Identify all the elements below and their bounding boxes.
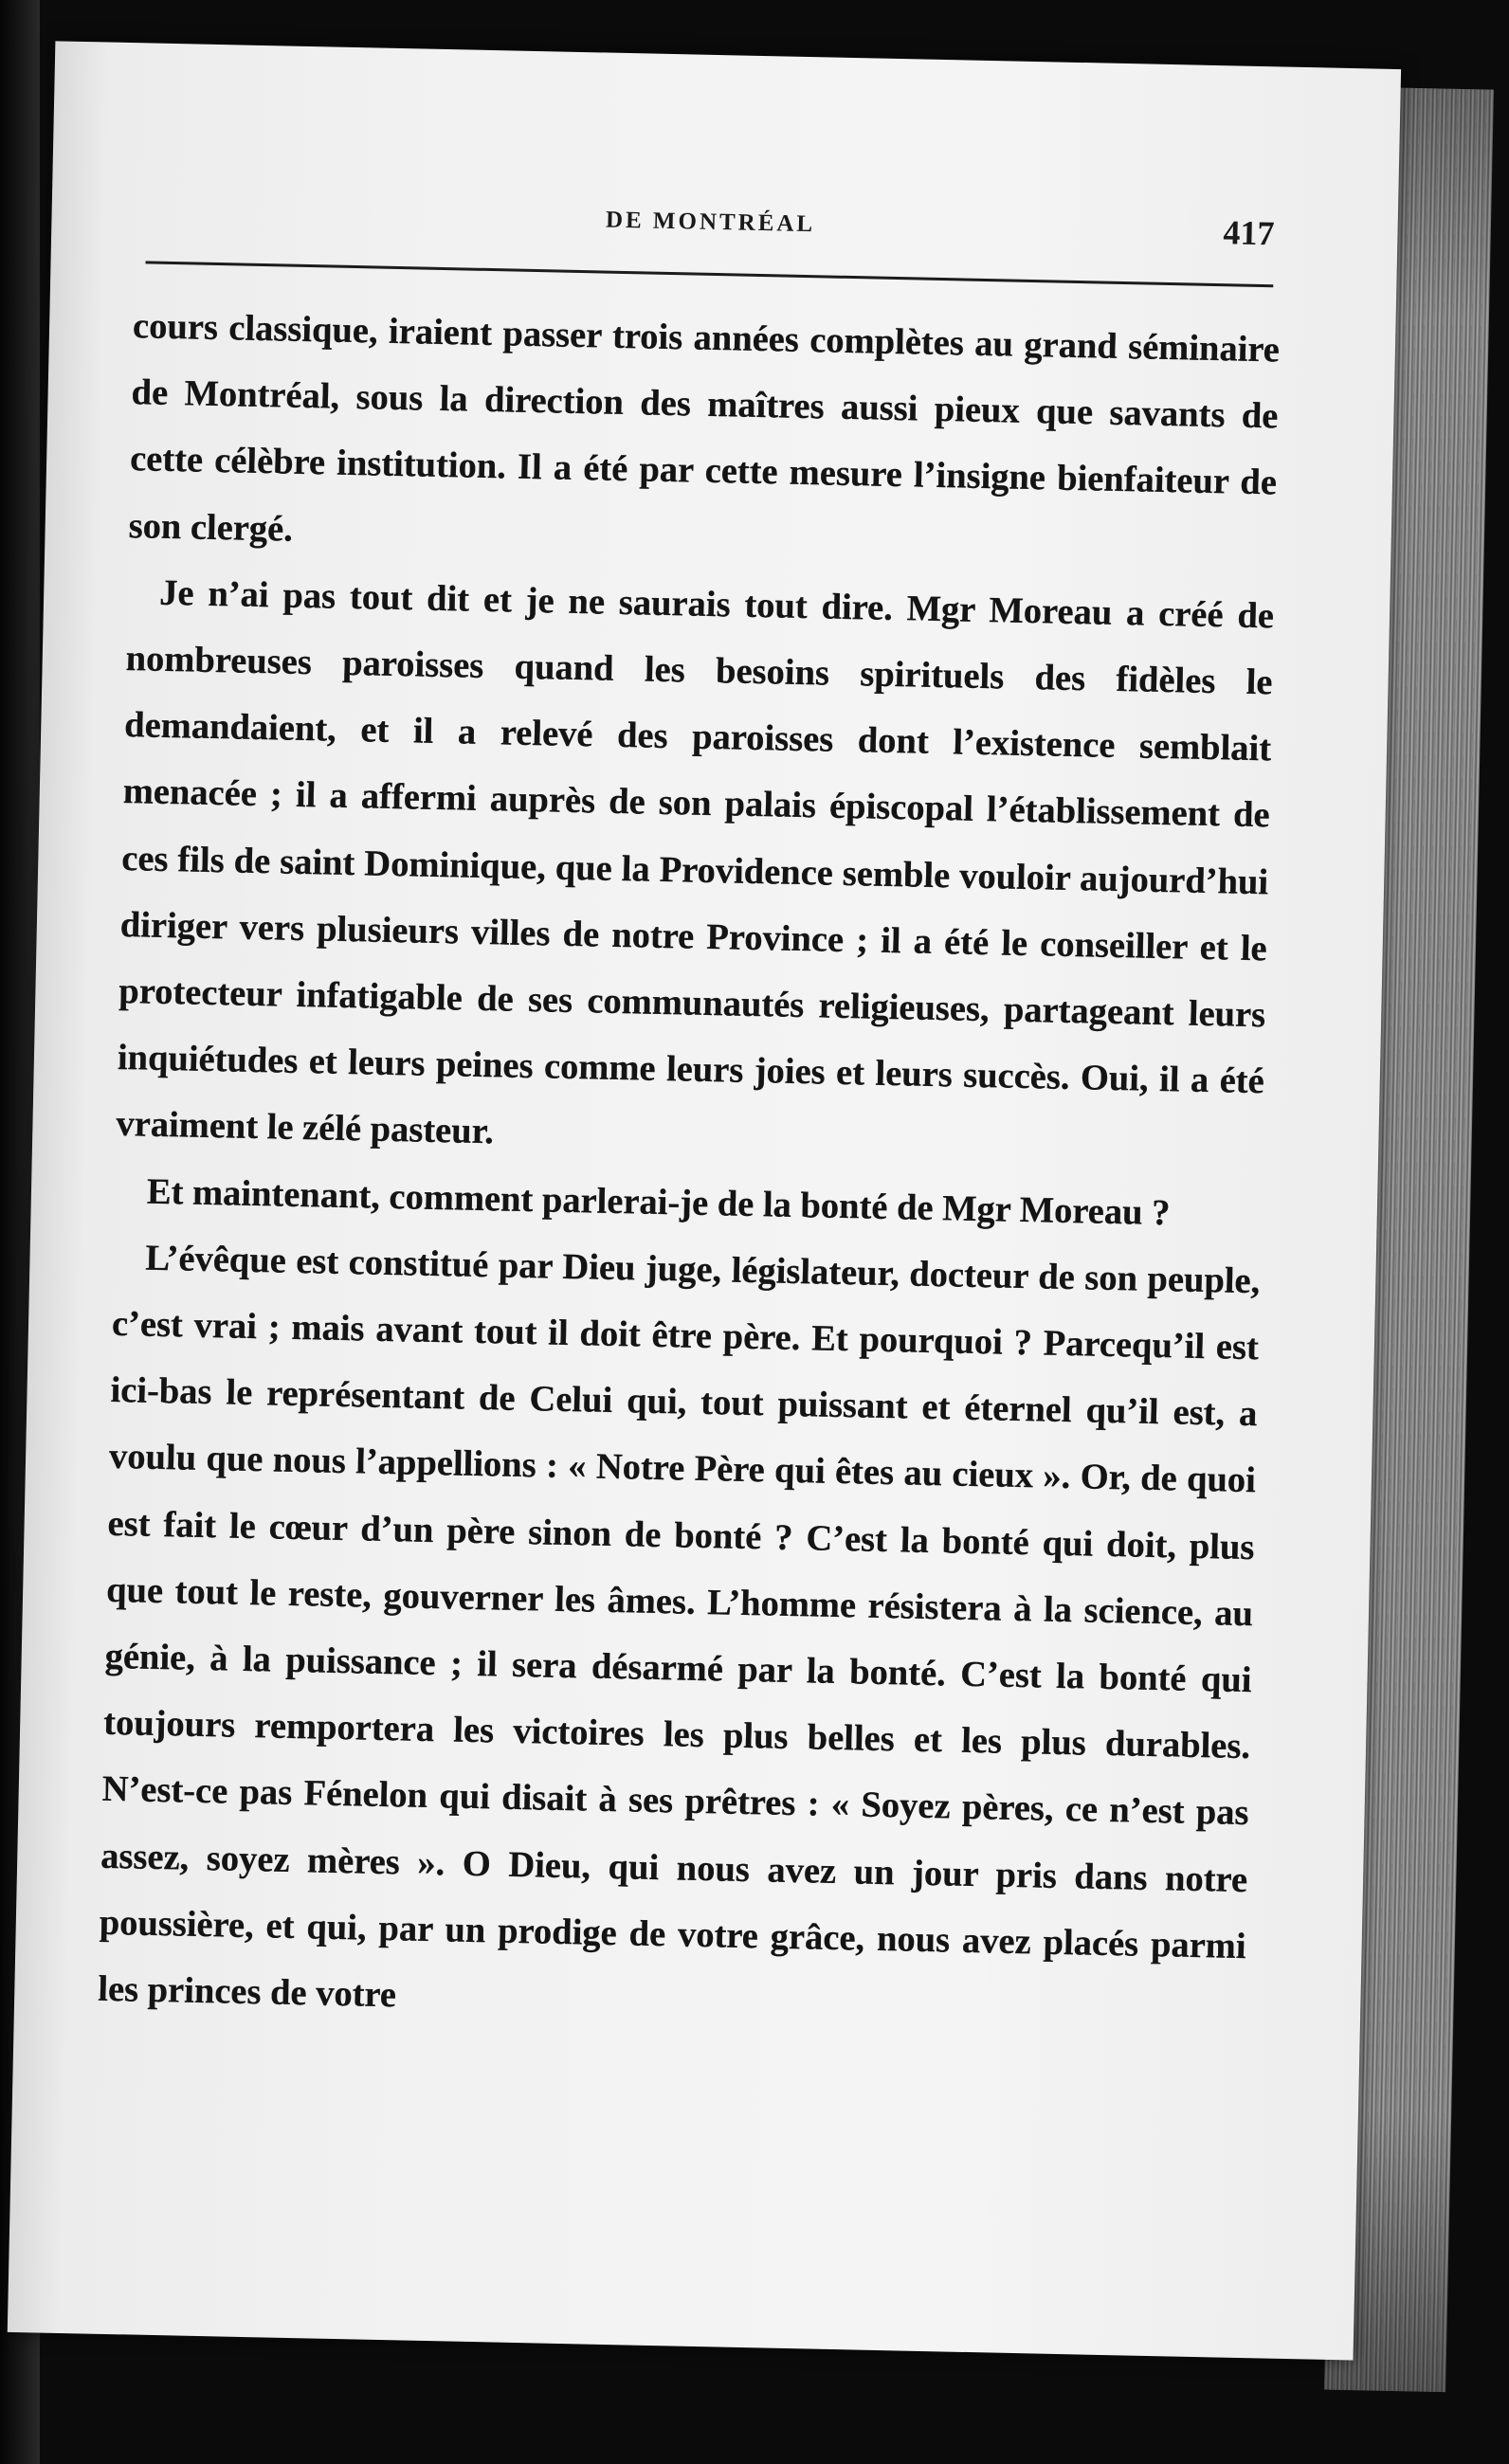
paragraph: Je n’ai pas tout dit et je ne saurais tout dire. Mgr Moreau a créé de nombreuses paroisses quand les besoins spirituels des fidèles le demandaient, et il a relevé des paroisses dont l’existence semblait menacée ; il a affermi auprès de son palais épiscopal l’établissement de ces fils de saint Dominique, que la Providence semble vouloir aujourd’hui diriger vers plusieurs villes de notre Province ; il a été le conseiller et le protecteur infatigable de ses communautés religieuses, partageant leurs inquiétudes et leurs peines comme leurs joies et leurs succès. Oui, il a été vraiment le zélé pasteur. (116, 572, 1275, 1152)
book-page (8, 41, 1401, 2360)
paragraph: cours classique, iraient passer trois années complètes au grand séminaire de Montréal, sous la direction des maîtres aussi pieux que savants de cette célèbre institution. Il a été par cette mesure l’insigne bienfaiteur de son clergé. (128, 306, 1281, 550)
running-head: DE MONTRÉAL (605, 207, 816, 238)
paragraph: L’évêque est constitué par Dieu juge, législateur, docteur de son peuple, c’est vrai ; mais avant tout il doit être père. Et pourquoi ? Parcequ’il est ici-bas le représentant de Celui qui, tout puissant et éternel qu’il est, a voulu que nous l’appellions : « Notre Père qui êtes au cieux ». Or, de quoi est fait le cœur d’un père sinon de bonté ? C’est la bonté qui doit, plus que tout le reste, gouverner les âmes. L’homme résistera à la science, au génie, à la puissance ; il sera désarmé par la bonté. C’est la bonté qui toujours remportera les victoires les plus belles et les plus durables. N’est-ce pas Fénelon qui disait à ses prêtres : « Soyez pères, ce n’est pas assez, soyez mères ». O Dieu, qui nous avez un jour pris dans notre poussière, et qui, par un prodige de votre grâce, nous avez placés parmi les princes de votre (97, 1238, 1261, 2016)
page-number: 417 (1223, 213, 1275, 253)
page-header (146, 190, 1275, 270)
paragraph: Et maintenant, comment parlerai-je de la bonté de Mgr Moreau ? (146, 1171, 1171, 1233)
body-text (98, 293, 1281, 2046)
